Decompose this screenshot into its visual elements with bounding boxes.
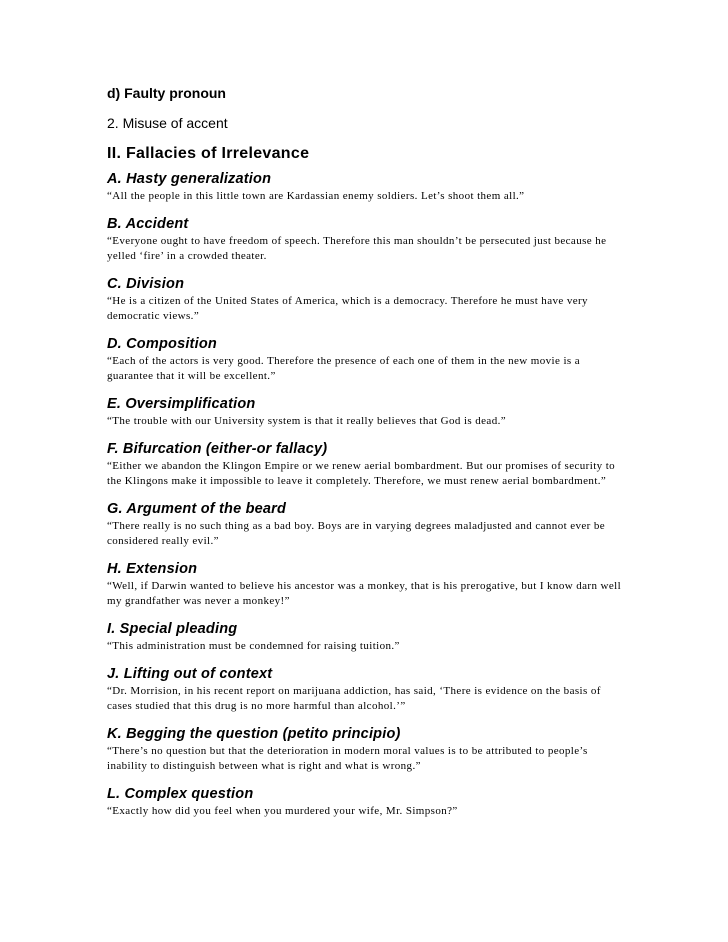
fallacy-title: A. Hasty generalization — [107, 171, 272, 187]
fallacy-title: H. Extension — [107, 561, 198, 577]
fallacy-title: G. Argument of the beard — [107, 501, 287, 517]
fallacy-example: “He is a citizen of the United States of America, which is a democracy. Therefore he must have very democratic views.” — [107, 295, 588, 322]
fallacy-example: “The trouble with our University system is that it really believes that God is dead.” — [107, 415, 507, 427]
section-title: II. Fallacies of Irrelevance — [107, 145, 310, 162]
fallacy-example: “All the people in this little town are Kardassian enemy soldiers. Let’s shoot them all.” — [107, 190, 525, 202]
fallacy-title: B. Accident — [107, 216, 189, 232]
fallacy-entry-extension — [107, 560, 627, 609]
fallacy-title: E. Oversimplification — [107, 396, 256, 412]
fallacy-entry-composition — [107, 335, 627, 384]
fallacy-title: F. Bifurcation (either-or fallacy) — [107, 441, 328, 457]
fallacy-entry-lifting-out-of-context — [107, 665, 627, 714]
fallacy-entry-oversimplification — [107, 395, 627, 429]
subheading-faulty-pronoun: d) Faulty pronoun — [107, 85, 226, 101]
fallacy-entry-begging-the-question — [107, 725, 627, 774]
fallacy-example: “There really is no such thing as a bad boy. Boys are in varying degrees maladjusted and cannot ever be considered really evil.” — [107, 520, 606, 547]
fallacy-example: “Exactly how did you feel when you murdered your wife, Mr. Simpson?” — [107, 805, 458, 817]
fallacy-example: “Each of the actors is very good. Therefore the presence of each one of them in the new movie is a guarantee that it will be excellent.” — [107, 355, 581, 382]
fallacy-entry-complex-question — [107, 785, 627, 819]
fallacy-entry-division — [107, 275, 627, 324]
fallacy-title: I. Special pleading — [107, 621, 238, 637]
fallacy-example: “This administration must be condemned for raising tuition.” — [107, 640, 400, 652]
fallacy-example: “There’s no question but that the deterioration in modern moral values is to be attributed to people’s inability to distinguish between what is right and what is wrong.” — [107, 745, 588, 772]
fallacy-title: L. Complex question — [107, 786, 254, 802]
fallacy-example: “Well, if Darwin wanted to believe his ancestor was a monkey, that is his prerogative, but I know darn well my grandfather was never a monkey!” — [107, 580, 622, 607]
fallacy-entry-bifurcation — [107, 440, 627, 489]
fallacy-title: J. Lifting out of context — [107, 666, 273, 682]
document-page — [107, 84, 627, 830]
fallacy-example: “Dr. Morrision, in his recent report on marijuana addiction, has said, ‘There is evidence on the basis of cases studied that this drug is no more harmful than alcohol.’” — [107, 685, 601, 712]
fallacy-title: D. Composition — [107, 336, 217, 352]
fallacy-entry-hasty-generalization — [107, 170, 627, 204]
fallacy-title: K. Begging the question (petito principio) — [107, 726, 401, 742]
fallacy-entry-argument-of-the-beard — [107, 500, 627, 549]
subheading-misuse-of-accent: 2. Misuse of accent — [107, 115, 228, 131]
fallacy-entry-special-pleading — [107, 620, 627, 654]
fallacy-example: “Everyone ought to have freedom of speech. Therefore this man shouldn’t be persecuted just because he yelled ‘fire’ in a crowded theater. — [107, 235, 607, 262]
fallacy-example: “Either we abandon the Klingon Empire or we renew aerial bombardment. But our promises of security to the Klingons make it impossible to leave it completely. Therefore, we must renew aerial bombardment.” — [107, 460, 616, 487]
fallacy-title: C. Division — [107, 276, 185, 292]
fallacy-entry-accident — [107, 215, 627, 264]
